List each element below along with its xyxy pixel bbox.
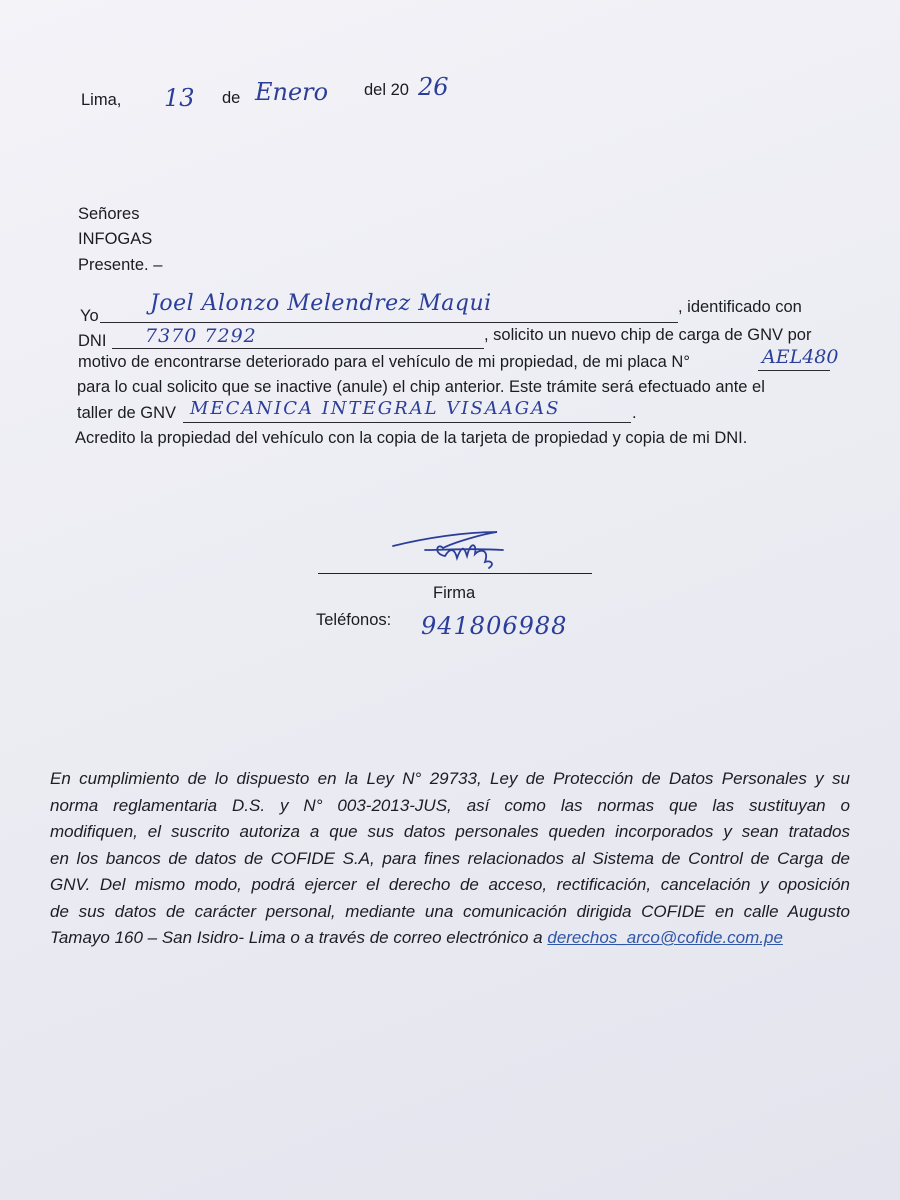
notice-last-line-text: Tamayo 160 – San Isidro- Lima o a través de correo electrónico a bbox=[50, 928, 548, 947]
notice-line: norma reglamentaria D.S. y N° 003-2013-JUS, así como las normas que las sustituyan o bbox=[50, 795, 850, 815]
phones-label: Teléfonos: bbox=[316, 611, 392, 629]
yo-label: Yo bbox=[80, 307, 99, 325]
handwritten-phone: 941806988 bbox=[421, 612, 568, 640]
identified-text: , identificado con bbox=[678, 298, 802, 316]
de-label: de bbox=[222, 89, 241, 107]
signature-scribble bbox=[385, 520, 510, 572]
handwritten-year: 26 bbox=[418, 73, 449, 101]
handwritten-month: Enero bbox=[255, 78, 329, 106]
dni-label: DNI bbox=[78, 332, 107, 350]
city-label: Lima, bbox=[81, 91, 122, 109]
notice-line: de sus datos de carácter personal, mediante una comunicación dirigida COFIDE en calle Augusto bbox=[50, 901, 850, 921]
firma-label: Firma bbox=[433, 584, 476, 602]
email-link[interactable]: derechos_arco@cofide.com.pe bbox=[547, 928, 783, 947]
notice-line: en los bancos de datos de COFIDE S.A, para fines relacionados al Sistema de Control de Carga de bbox=[50, 848, 850, 868]
recipient-line-1: Señores bbox=[78, 205, 140, 223]
request-text: , solicito un nuevo chip de carga de GNV por bbox=[484, 326, 812, 344]
recipient-line-3: Presente. – bbox=[78, 256, 163, 274]
handwritten-taller: MECANICA INTEGRAL VISAAGAS bbox=[190, 398, 561, 419]
notice-last-line bbox=[50, 925, 850, 952]
notice-line: GNV. Del mismo modo, podrá ejercer el derecho de acceso, rectificación, cancelación y oposición bbox=[50, 875, 850, 894]
body-line-3: motivo de encontrarse deteriorado para el vehículo de mi propiedad, de mi placa N° bbox=[78, 353, 690, 371]
handwritten-dni: 7370 7292 bbox=[145, 325, 257, 347]
year-prefix: del 20 bbox=[364, 81, 409, 99]
handwritten-plate: AEL480 bbox=[762, 346, 839, 368]
notice-line: modifiquen, el suscrito autoriza a que sus datos personales queden incorporados y sean tratados bbox=[50, 822, 850, 841]
recipient-line-2: INFOGAS bbox=[78, 230, 153, 248]
body-line-6: Acredito la propiedad del vehículo con la copia de la tarjeta de propiedad y copia de mi DNI. bbox=[75, 429, 748, 447]
signature-line bbox=[318, 573, 592, 574]
taller-period: . bbox=[632, 404, 637, 422]
body-line-4: para lo cual solicito que se inactive (anule) el chip anterior. Este trámite será efectuado ante el bbox=[77, 378, 765, 396]
notice-line: En cumplimiento de lo dispuesto en la Ley N° 29733, Ley de Protección de Datos Personales y su bbox=[50, 769, 850, 788]
handwritten-day: 13 bbox=[164, 84, 195, 112]
handwritten-name: Joel Alonzo Melendrez Maqui bbox=[150, 291, 492, 316]
data-protection-notice bbox=[50, 766, 850, 952]
taller-label: taller de GNV bbox=[77, 404, 177, 422]
